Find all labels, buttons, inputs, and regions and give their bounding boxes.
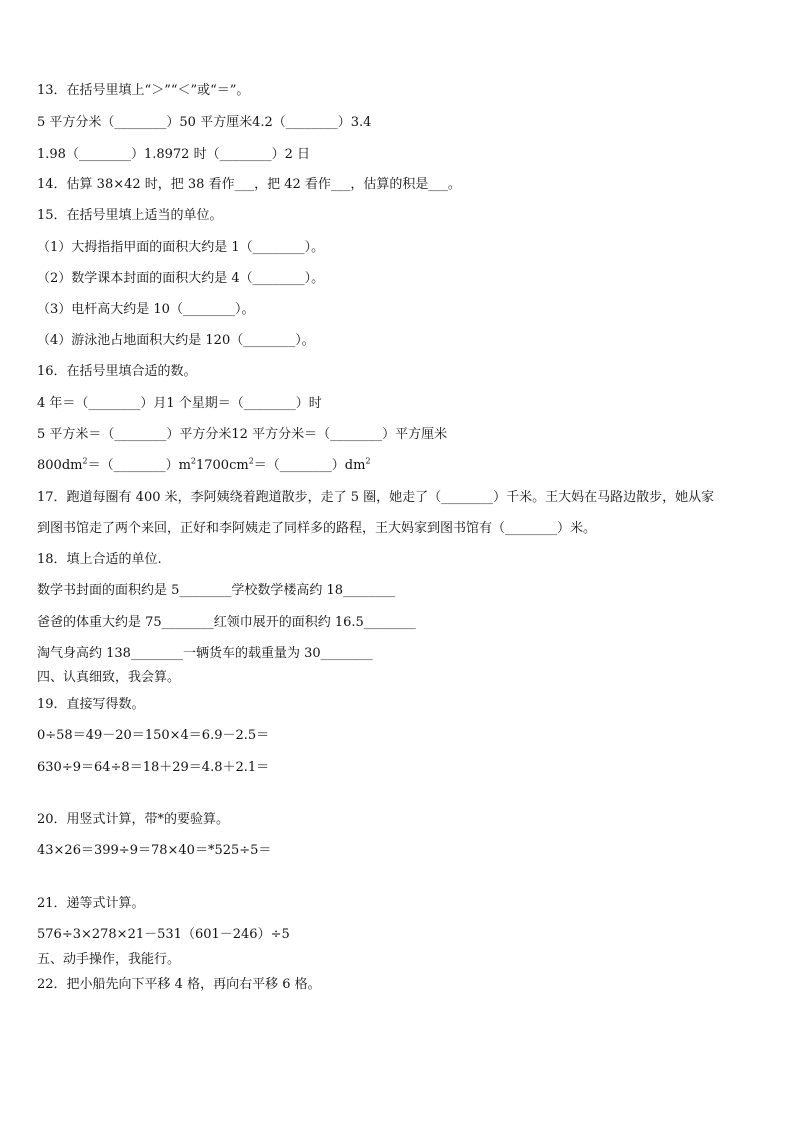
q21-title: 21．递等式计算。 xyxy=(37,896,145,911)
q20-title: 20．用竖式计算，带*的要验算。 xyxy=(37,812,230,827)
q19-title: 19．直接写得数。 xyxy=(37,697,145,712)
q16-item-b: 1 个星期＝（________）时 xyxy=(166,396,322,411)
q13-row2 xyxy=(37,147,310,163)
q22-title: 22．把小船先向下平移 4 格，再向右平移 6 格。 xyxy=(37,977,321,992)
q15-item-1: （1）大拇指指甲面的面积大约是 1（________）。 xyxy=(37,240,325,255)
q16-item-a: 4 年＝（________）月 xyxy=(37,396,167,411)
q15-item-2: （2）数学课本封面的面积大约是 4（________）。 xyxy=(37,271,325,286)
q13-item-b: 4.2（________）3.4 xyxy=(252,115,372,130)
q13-item-d: 72 时（________）2 日 xyxy=(172,147,310,162)
q18-item-a: 数学书封面的面积约是 5________ xyxy=(37,583,232,598)
q16-item-f: $1700cm^2=(\_\_\_\_\_\_\_\_)dm^2$ xyxy=(195,456,371,473)
q13-title: 13．在括号里填上“＞”“＜”或“＝”。 xyxy=(37,83,250,98)
q19-row2: 630÷9＝64÷8＝18＋29＝4.8＋2.1＝ xyxy=(37,760,270,775)
section-5-heading: 五、动手操作，我能行。 xyxy=(37,952,181,967)
q16-row1 xyxy=(37,396,322,412)
q18-title: 18．填上合适的单位. xyxy=(37,552,162,567)
q16-item-d: 12 平方分米＝（________）平方厘米 xyxy=(231,427,448,442)
q16-item-e: $800dm^2=(\_\_\_\_\_\_\_\_)m^2$ xyxy=(37,456,196,473)
q18-row2 xyxy=(37,615,416,631)
q16-title: 16．在括号里填合适的数。 xyxy=(37,364,197,379)
q18-row3 xyxy=(37,646,373,662)
q17-line2: 到图书馆走了两个来回，正好和李阿姨走了同样多的路程，王大妈家到图书馆有（________）米。 xyxy=(37,521,597,536)
q13-item-c: 1.98（________）1.89 xyxy=(37,147,173,162)
q18-item-f: 一辆货车的载重量为 30________ xyxy=(182,646,373,661)
q16-row3 xyxy=(37,458,371,474)
q14-title: 14．估算 38×42 时，把 38 看作___，把 42 看作___，估算的积是___。 xyxy=(37,177,461,192)
section-4-heading: 四、认真细致，我会算。 xyxy=(37,670,181,685)
q18-item-c: 爸爸的体重大约是 75________ xyxy=(37,615,214,630)
q15-title: 15．在括号里填上适当的单位。 xyxy=(37,208,223,223)
q18-item-b: 学校数学楼高约 18________ xyxy=(231,583,396,598)
q18-item-d: 红领巾展开的面积约 16.5________ xyxy=(213,615,416,630)
q21-row: 576÷3×278×21－531（601－246）÷5 xyxy=(37,927,290,942)
q20-row: 43×26＝399÷9＝78×40＝*525÷5＝ xyxy=(37,843,272,858)
q18-row1 xyxy=(37,583,395,599)
q13-item-a: 5 平方分米（________）50 平方厘米 xyxy=(37,115,253,130)
q17-line1: 17．跑道每圈有 400 米，李阿姨绕着跑道散步，走了 5 圈，她走了（________）千米。王大妈在马路边散步，她从家 xyxy=(37,490,715,505)
q16-row2 xyxy=(37,427,447,443)
q15-item-3: （3）电杆高大约是 10（________）。 xyxy=(37,302,255,317)
q16-item-c: 5 平方米＝（________）平方分米 xyxy=(37,427,232,442)
q15-item-4: （4）游泳池占地面积大约是 120（________）。 xyxy=(37,333,315,348)
q13-row1 xyxy=(37,115,371,131)
q19-row1: 0÷58＝49－20＝150×4＝6.9－2.5＝ xyxy=(37,728,270,743)
q18-item-e: 淘气身高约 138________ xyxy=(37,646,183,661)
